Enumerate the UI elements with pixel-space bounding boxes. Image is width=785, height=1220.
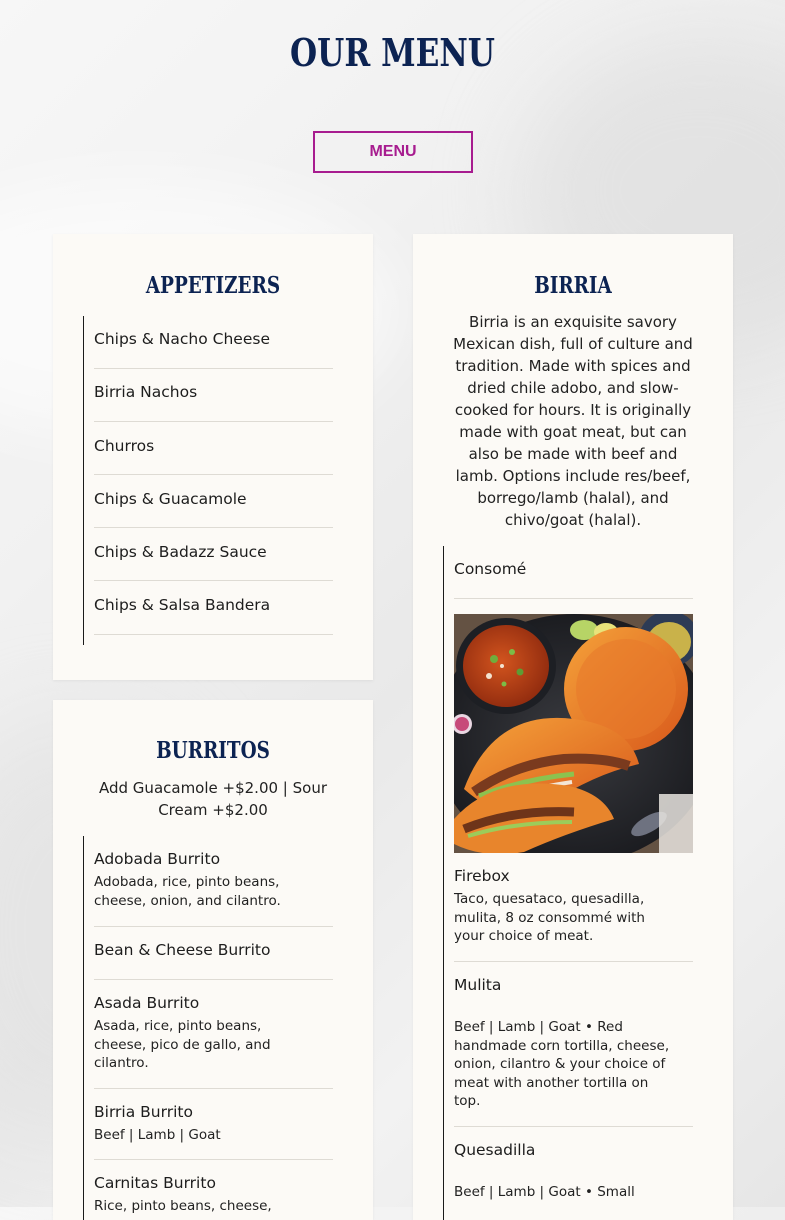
menu-item[interactable] (454, 546, 693, 599)
menu-item-name: Consomé (454, 560, 527, 578)
menu-item-description: Taco, quesataco, quesadilla, mulita, 8 oz consommé with your choice of meat. (454, 891, 645, 944)
list-divider-line (83, 316, 84, 645)
menu-item-name: Carnitas Burrito (94, 1174, 216, 1192)
menu-item-name: Chips & Guacamole (94, 490, 247, 508)
burritos-card (53, 700, 373, 1220)
menu-item-name: Adobada Burrito (94, 850, 221, 868)
menu-item[interactable] (94, 980, 333, 1089)
menu-item-description: Asada, rice, pinto beans, cheese, pico de gallo, and cilantro. (94, 1018, 271, 1071)
menu-item-name: Birria Nachos (94, 383, 198, 401)
menu-item[interactable] (94, 1160, 333, 1220)
menu-item[interactable] (94, 581, 333, 635)
menu-item-name: Chips & Nacho Cheese (94, 330, 270, 348)
menu-item-name: Birria Burrito (94, 1103, 193, 1121)
list-divider-line (443, 546, 444, 1220)
menu-item[interactable] (454, 962, 693, 1127)
menu-item[interactable] (94, 927, 333, 980)
menu-button[interactable]: MENU (313, 131, 473, 173)
menu-item-name: Churros (94, 437, 155, 455)
menu-item-name: Asada Burrito (94, 994, 200, 1012)
menu-item[interactable] (94, 475, 333, 528)
page-title: OUR MENU (290, 30, 495, 75)
menu-item-description: Beef | Lamb | Goat (94, 1127, 221, 1143)
menu-item-name: Firebox (454, 867, 510, 885)
menu-item[interactable] (94, 369, 333, 422)
menu-item-name: Chips & Salsa Bandera (94, 596, 271, 614)
menu-item[interactable] (94, 836, 333, 927)
appetizers-title: APPETIZERS (145, 272, 281, 299)
appetizers-card (53, 234, 373, 680)
menu-item-description: Beef | Lamb | Goat • Small (454, 1184, 635, 1200)
menu-item-name: Bean & Cheese Burrito (94, 941, 271, 959)
menu-item[interactable] (454, 599, 693, 962)
birria-card (413, 234, 733, 1220)
menu-item-name: Quesadilla (454, 1141, 536, 1159)
menu-item-name: Mulita (454, 976, 502, 994)
menu-item-description: Rice, pinto beans, cheese, (94, 1198, 272, 1214)
menu-item[interactable] (94, 528, 333, 581)
burritos-note: Add Guacamole +$2.00 | Sour Cream +$2.00 (99, 779, 327, 819)
menu-item[interactable] (94, 1089, 333, 1160)
menu-item-description: Beef | Lamb | Goat • Red handmade corn tortilla, cheese, onion, cilantro & your choice of meat with another tortilla on top. (454, 1019, 670, 1109)
list-divider-line (83, 836, 84, 1220)
menu-item[interactable] (94, 422, 333, 475)
birria-title: BIRRIA (534, 272, 612, 299)
burritos-title: BURRITOS (156, 737, 270, 764)
menu-item[interactable] (454, 1127, 693, 1220)
birria-description: Birria is an exquisite savory Mexican dish, full of culture and tradition. Made with spices and dried chile adobo, and slow-cooked for hours. It is originally made with goat meat, but can also be made with beef and lamb. Options include res/beef, borrego/lamb (halal), and chivo/goat (halal). (453, 313, 693, 529)
birria-tacos-photo (454, 614, 693, 853)
menu-item[interactable] (94, 316, 333, 369)
menu-item-name: Chips & Badazz Sauce (94, 543, 267, 561)
menu-item-description: Adobada, rice, pinto beans, cheese, onion, and cilantro. (94, 874, 281, 909)
